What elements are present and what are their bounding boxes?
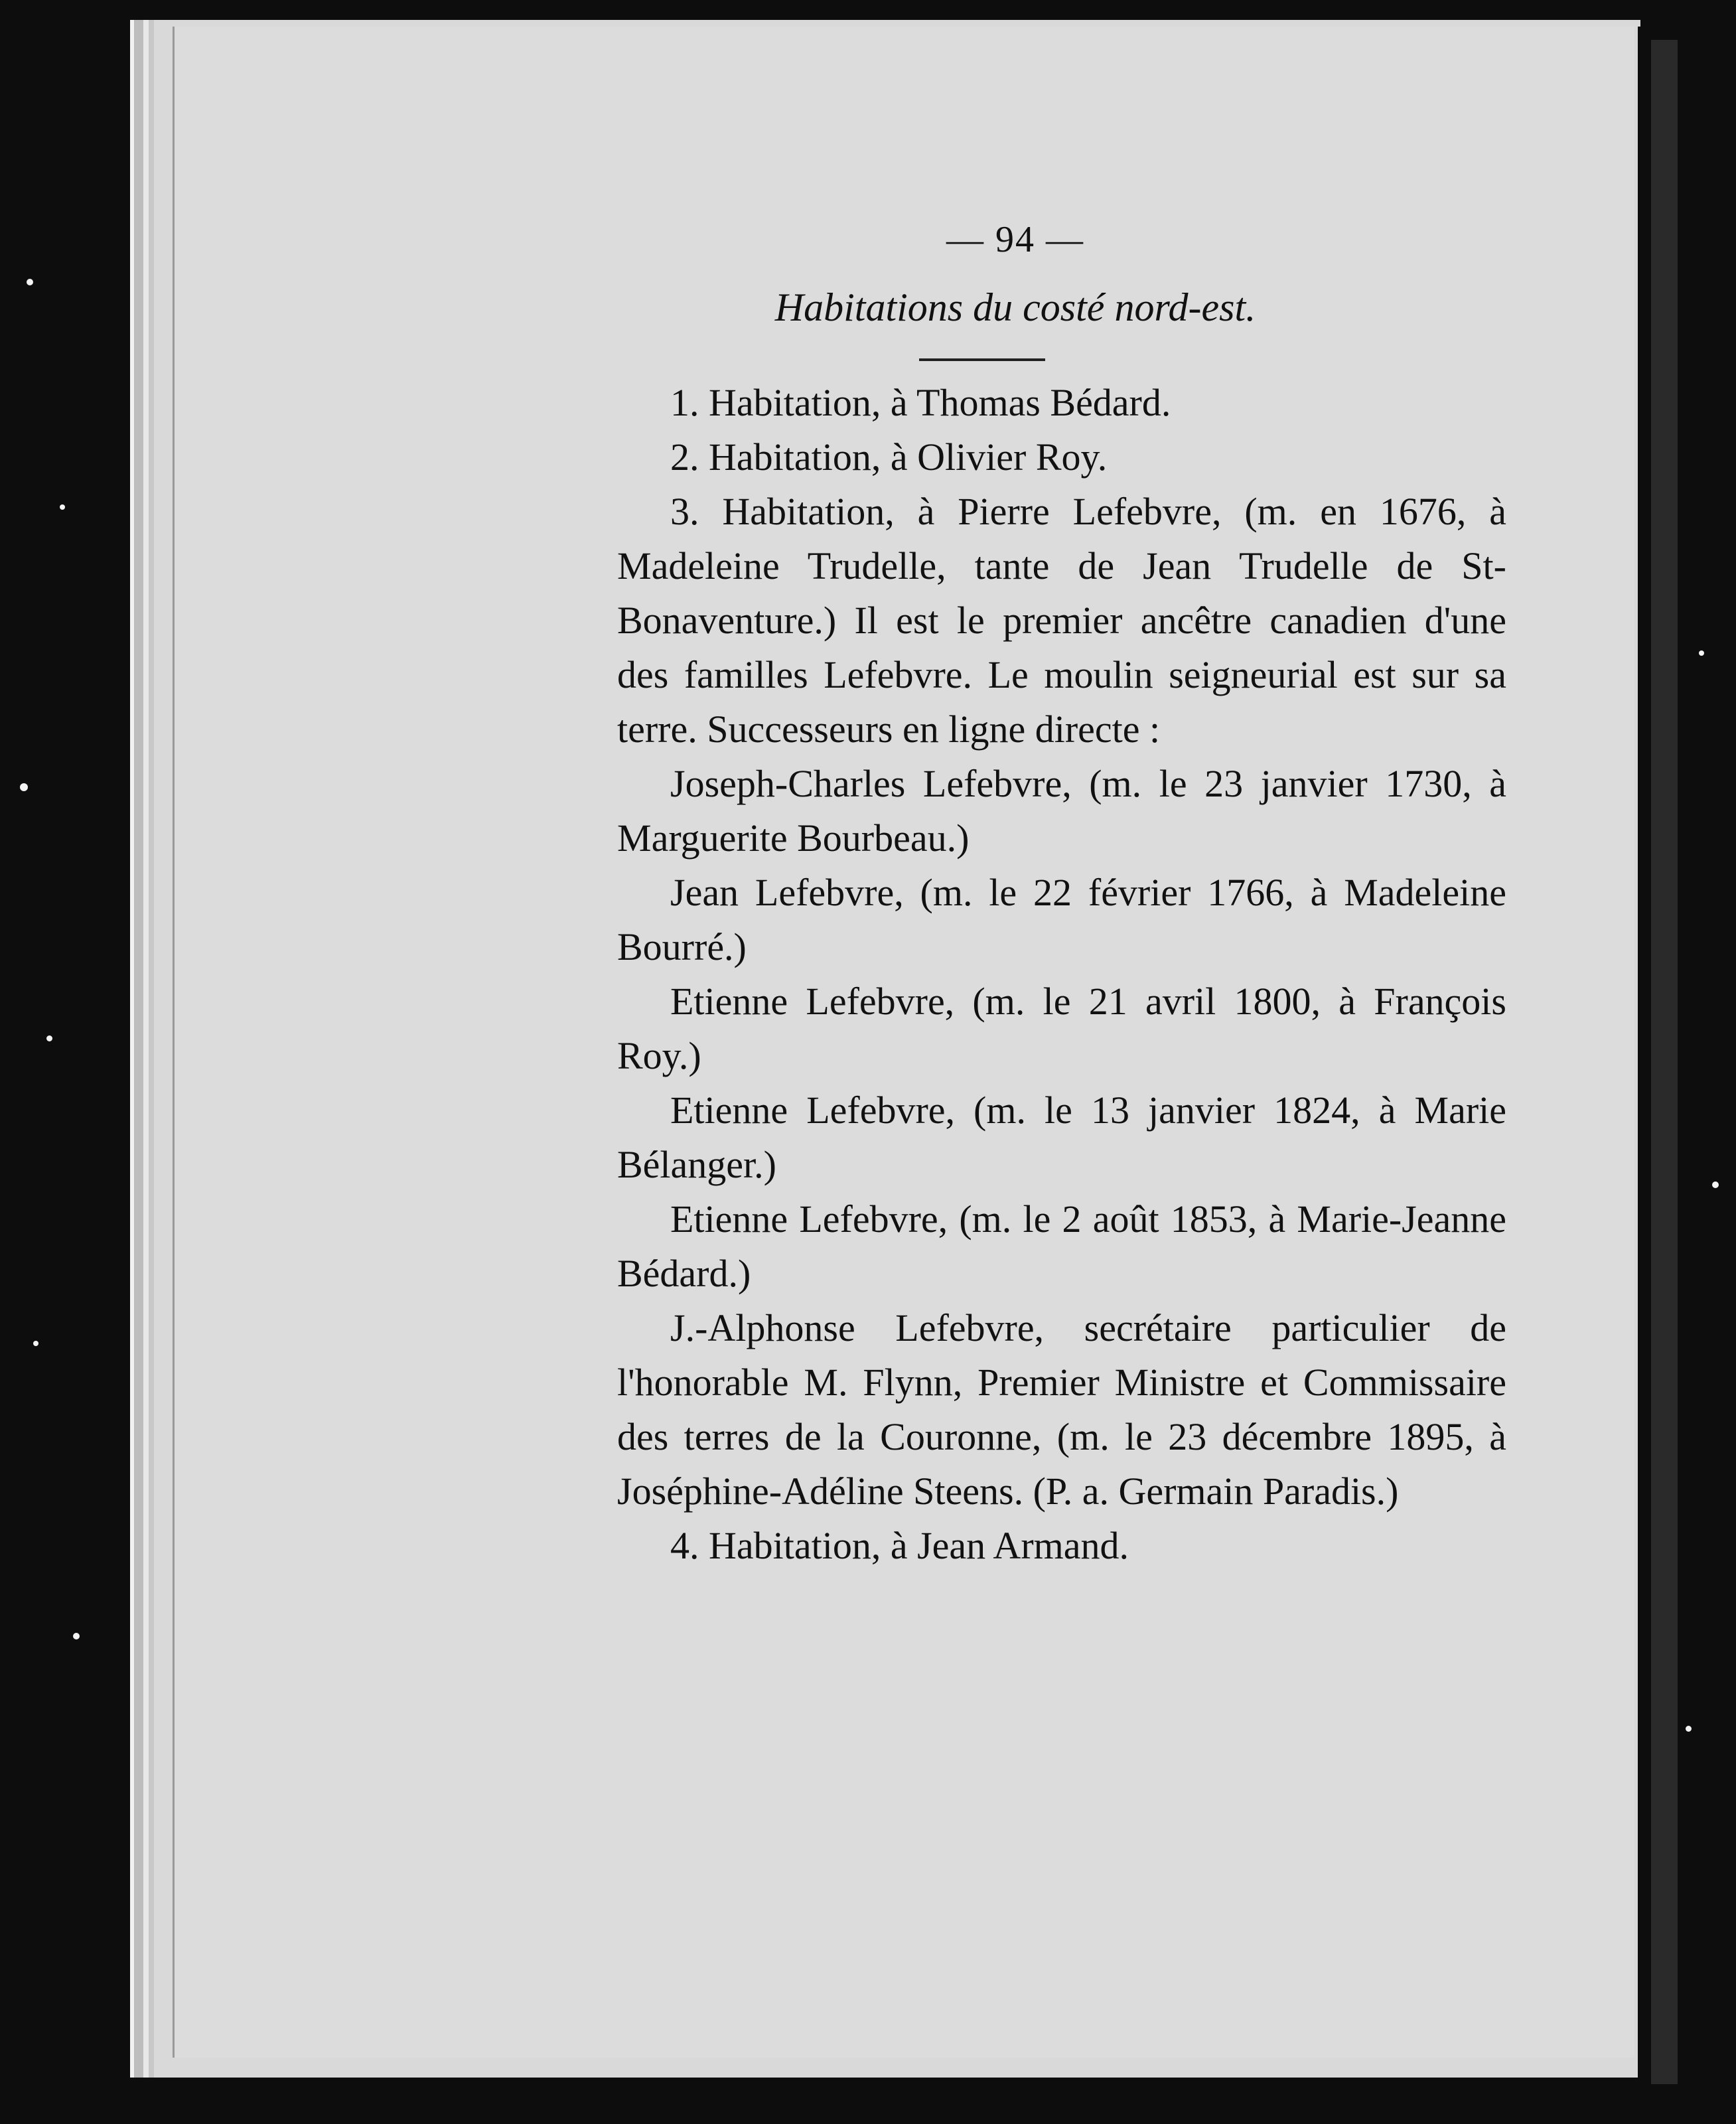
page-text [617,212,1506,1573]
scan-speck [73,1633,80,1639]
entry-3: 3. Habitation, à Pierre Lefebvre, (m. en 1676, à Madeleine Trudelle, tante de Jean Trudelle de St-Bonaventure.) Il est le premier ancêtre canadien d'une des familles Lefebvre. Le moulin seigneurial est sur sa terre. Successeurs en ligne directe : [617,490,1506,751]
gutter-shadow [1638,27,1651,2084]
scan-speck [60,504,65,510]
facing-page-edge [1651,40,1678,2084]
scan-speck [1686,1726,1692,1732]
successor-2: Jean Lefebvre, (m. le 22 février 1766, à Madeleine Bourré.) [617,871,1506,968]
page-number: — 94 — [946,219,1084,260]
successor-3: Etienne Lefebvre, (m. le 21 avril 1800, à François Roy.) [617,980,1506,1077]
successor-1: Joseph-Charles Lefebvre, (m. le 23 janvier 1730, à Marguerite Bourbeau.) [617,762,1506,860]
heading-rule [919,358,1045,361]
entry-2: 2. Habitation, à Olivier Roy. [670,435,1108,479]
scan-speck [46,1035,52,1041]
successor-6: J.-Alphonse Lefebvre, secrétaire particulier de l'honorable M. Flynn, Premier Ministre et Commissaire des terres de la Couronne, (m. le 23 décembre 1895, à Joséphine-Adéline Steens. (P. a. Germain Paradis.) [617,1306,1506,1513]
successor-4: Etienne Lefebvre, (m. le 13 janvier 1824, à Marie Bélanger.) [617,1089,1506,1186]
entry-1: 1. Habitation, à Thomas Bédard. [670,381,1171,424]
scan-speck [27,279,33,285]
scan-speck [20,783,28,791]
scan-speck [1699,650,1704,656]
successor-5: Etienne Lefebvre, (m. le 2 août 1853, à Marie-Jeanne Bédard.) [617,1197,1506,1295]
scan-speck [1712,1181,1719,1188]
section-heading: Habitations du costé nord-est. [774,285,1256,329]
entry-4: 4. Habitation, à Jean Armand. [670,1524,1129,1567]
scan-speck [33,1341,38,1346]
